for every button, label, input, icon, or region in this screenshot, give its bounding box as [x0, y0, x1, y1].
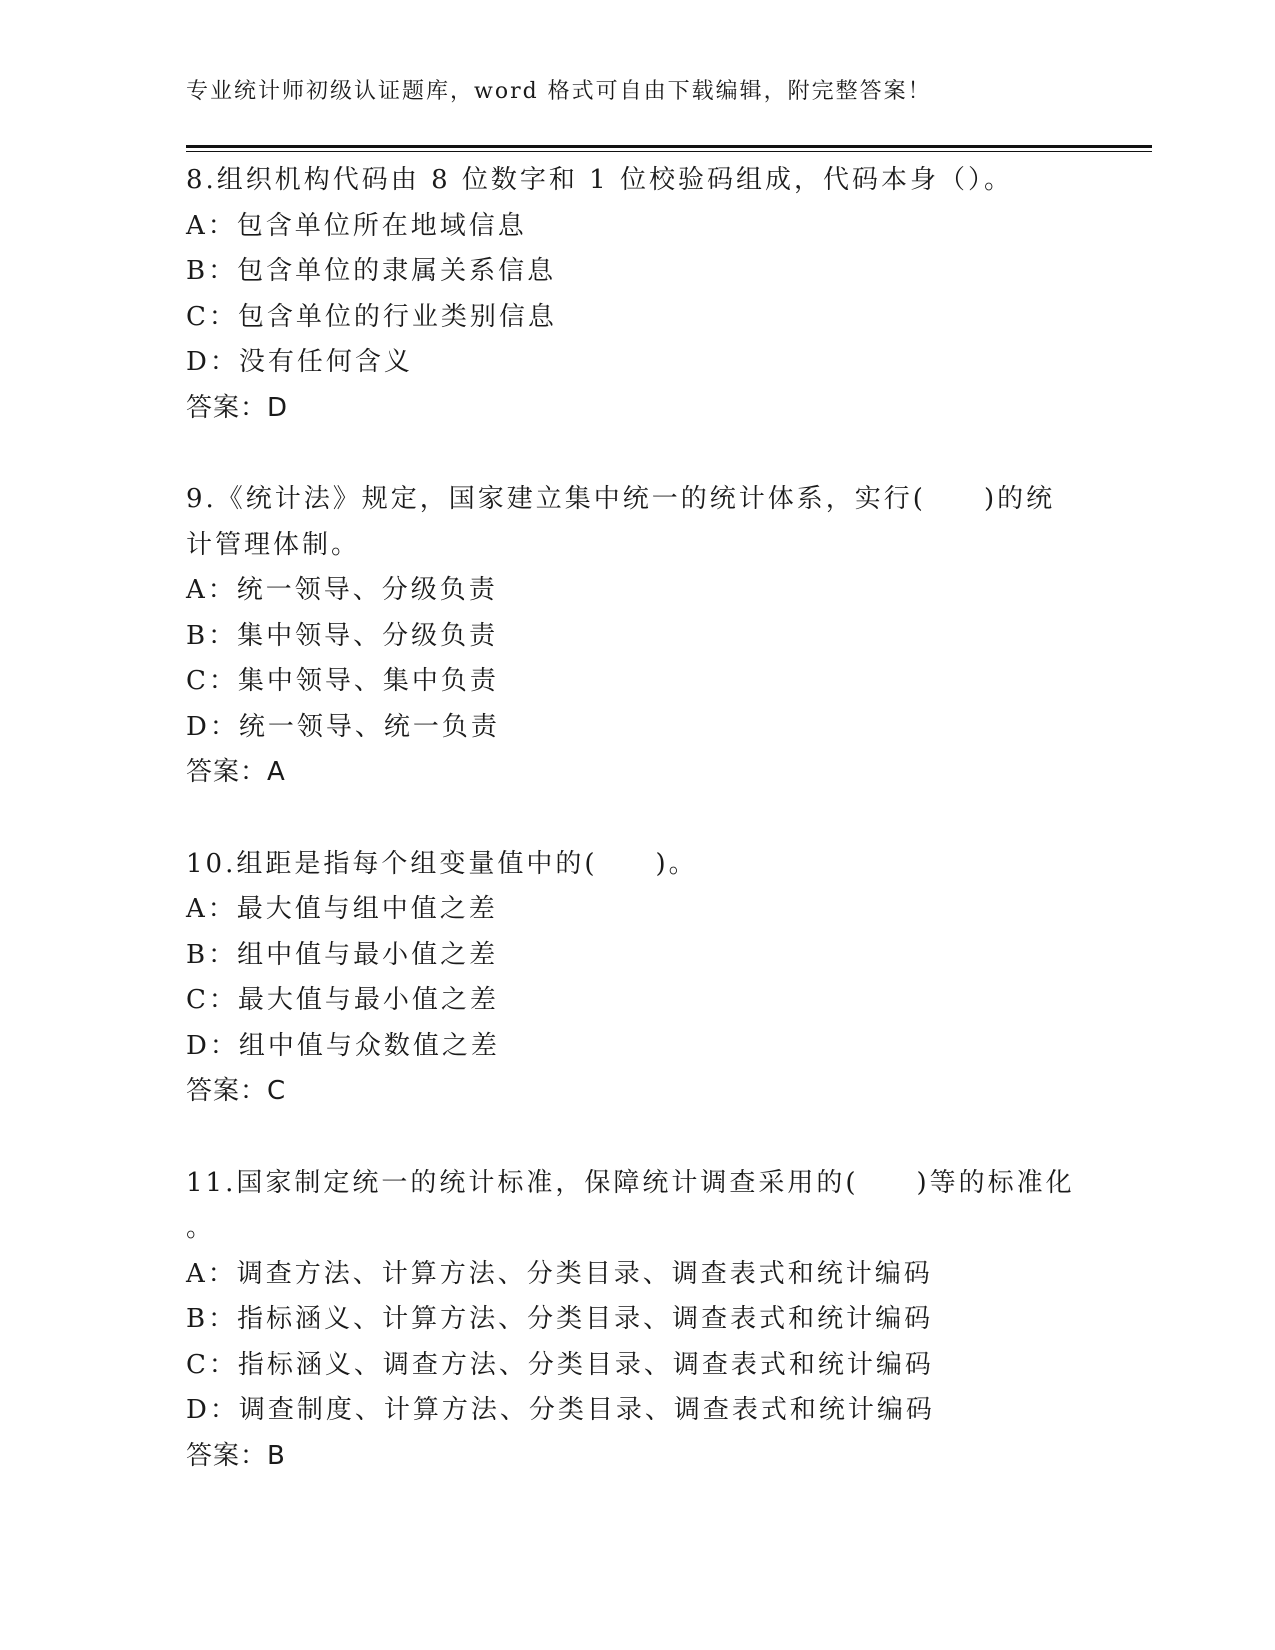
option-a: A：最大值与组中值之差 [186, 894, 498, 924]
question-stem: 9.《统计法》规定，国家建立集中统一的统计体系，实行( )的统 [186, 484, 1056, 514]
header-divider-thin [186, 151, 1152, 152]
question-stem-continued: 。 [186, 1213, 216, 1243]
question-10 [186, 842, 1086, 1115]
question-stem: 11.国家制定统一的统计标准，保障统计调查采用的( )等的标准化 [186, 1167, 1075, 1198]
option-c: C：集中领导、集中负责 [186, 666, 499, 696]
option-a: A：统一领导、分级负责 [186, 575, 498, 605]
question-stem: 10.组距是指每个组变量值中的( )。 [186, 848, 698, 879]
question-list [186, 158, 1086, 1525]
option-b: B：组中值与最小值之差 [186, 939, 499, 970]
option-d: D：统一领导、统一负责 [186, 711, 500, 742]
option-d: D：调查制度、计算方法、分类目录、调查表式和统计编码 [186, 1395, 935, 1425]
option-a: A：调查方法、计算方法、分类目录、调查表式和统计编码 [186, 1258, 933, 1289]
answer: 答案：A [186, 757, 286, 787]
option-d: D：组中值与众数值之差 [186, 1030, 500, 1061]
option-a: A：包含单位所在地域信息 [186, 210, 527, 241]
question-11 [186, 1161, 1086, 1480]
option-c: C：包含单位的行业类别信息 [186, 301, 557, 332]
option-c: C：最大值与最小值之差 [186, 985, 499, 1015]
answer: 答案：D [186, 392, 289, 423]
header-divider-thick [186, 145, 1152, 148]
option-b: B：集中领导、分级负责 [186, 620, 499, 651]
page-header: 专业统计师初级认证题库，word 格式可自由下载编辑，附完整答案！ [186, 79, 932, 104]
option-c: C：指标涵义、调查方法、分类目录、调查表式和统计编码 [186, 1349, 934, 1380]
question-8 [186, 158, 1086, 431]
option-d: D：没有任何含义 [186, 347, 413, 377]
answer: 答案：C [186, 1076, 287, 1106]
question-stem: 8.组织机构代码由 8 位数字和 1 位校验码组成，代码本身（）。 [186, 165, 1013, 195]
answer: 答案：B [186, 1440, 286, 1471]
question-stem-continued: 计管理体制。 [186, 529, 361, 560]
option-b: B：包含单位的隶属关系信息 [186, 256, 557, 286]
option-b: B：指标涵义、计算方法、分类目录、调查表式和统计编码 [186, 1304, 934, 1334]
question-9 [186, 477, 1086, 796]
